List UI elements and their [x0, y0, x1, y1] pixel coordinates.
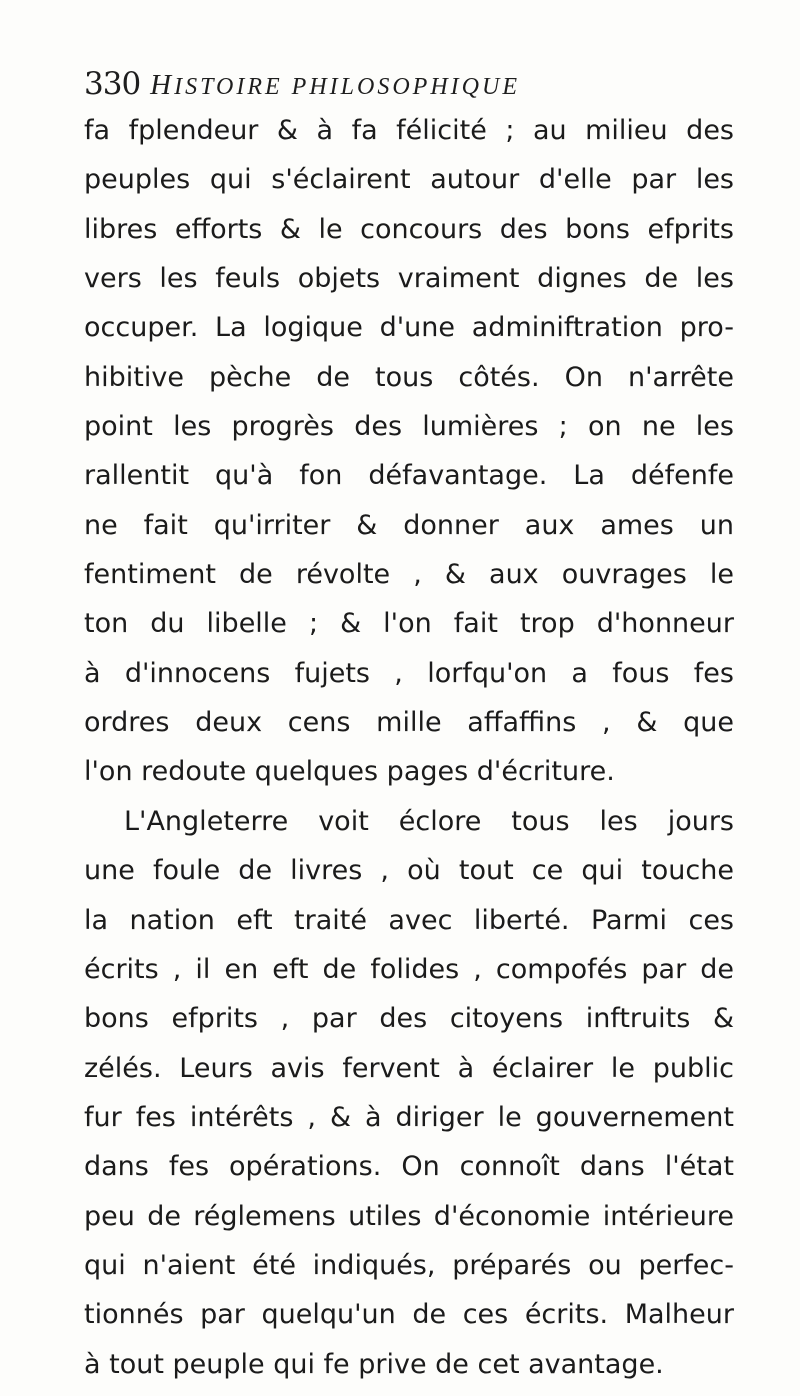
text-line: ordres deux cens mille affaffins , & que — [84, 707, 734, 739]
text-line: vers les feuls objets vraiment dignes de les — [84, 263, 734, 295]
running-title-initial: H — [150, 69, 175, 101]
text-line: l'on redoute quelques pages d'écriture. — [84, 756, 615, 788]
text-line: fur fes intérêts , & à diriger le gouvernement — [84, 1101, 734, 1133]
text-line: ne fait qu'irriter & donner aux ames un — [84, 509, 734, 541]
text-line: bons efprits , par des citoyens inftruits & — [84, 1003, 734, 1035]
text-line: hibitive pèche de tous côtés. On n'arrête — [84, 361, 734, 393]
text-line: fa fplendeur & à fa félicité ; au milieu des — [84, 115, 734, 146]
running-title — [150, 69, 520, 102]
text-line: la nation eft traité avec liberté. Parmi ces — [84, 904, 734, 936]
page-number: 330 — [84, 66, 141, 102]
text-line: à d'innocens fujets , lorfqu'on a fous fes — [84, 657, 734, 689]
text-line: ton du libelle ; & l'on fait trop d'honneur — [84, 608, 734, 640]
text-line: peu de réglemens utiles d'économie intérieure — [84, 1200, 734, 1232]
text-line: occuper. La logique d'une adminiftration pro- — [84, 312, 734, 344]
text-line: L'Angleterre voit éclore tous les jours — [124, 805, 734, 837]
text-line: rallentit qu'à fon défavantage. La défenfe — [84, 460, 734, 492]
text-line: libres efforts & le concours des bons efprits — [84, 213, 734, 245]
text-line: fentiment de révolte , & aux ouvrages le — [84, 559, 734, 591]
body-text — [84, 106, 734, 1389]
text-line: tionnés par quelqu'un de ces écrits. Malheur — [84, 1299, 734, 1331]
text-line: zélés. Leurs avis fervent à éclairer le public — [84, 1052, 734, 1084]
text-line: une foule de livres , où tout ce qui touche — [84, 855, 734, 887]
text-line: dans fes opérations. On connoît dans l'état — [84, 1151, 734, 1183]
text-line: à tout peuple qui fe prive de cet avantage. — [84, 1348, 664, 1380]
running-title-rest: ISTOIRE PHILOSOPHIQUE — [174, 74, 520, 100]
text-line: écrits , il en eft de folides , compofés par de — [84, 953, 734, 985]
text-line: point les progrès des lumières ; on ne les — [84, 411, 734, 443]
text-line: peuples qui s'éclairent autour d'elle par les — [84, 164, 734, 196]
text-line: qui n'aient été indiqués, préparés ou perfec- — [84, 1249, 734, 1281]
